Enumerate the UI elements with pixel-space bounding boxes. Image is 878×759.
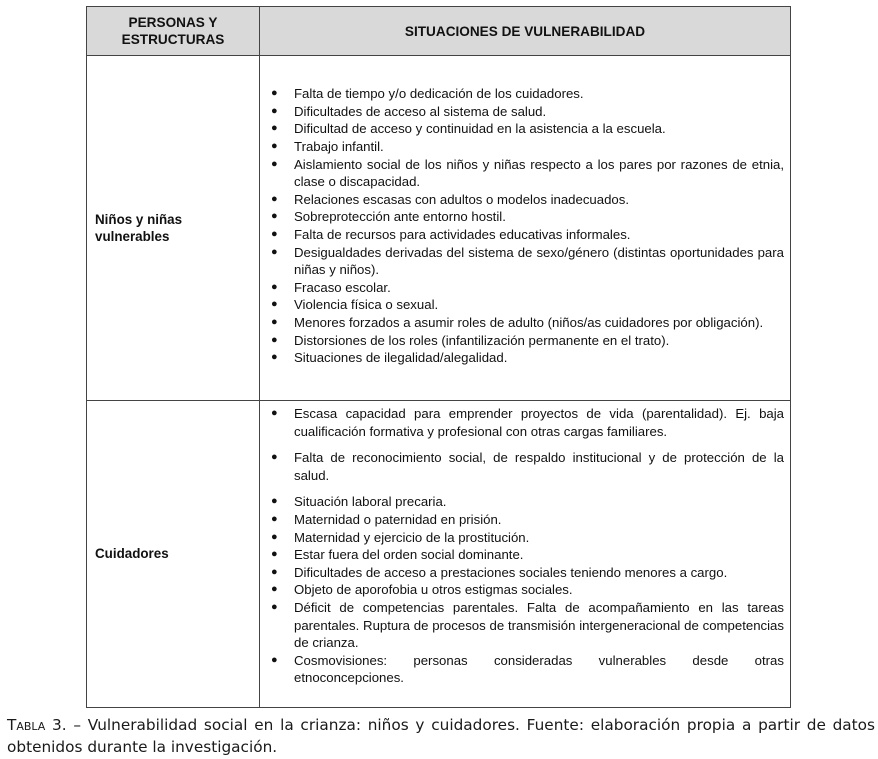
list-item-text: Dificultades de acceso a prestaciones sociales teniendo menores a cargo. [294, 564, 728, 580]
list-item-text: Desigualdades derivadas del sistema de sexo/género (distintas oportunidades para niñas y niños). [294, 244, 784, 278]
list-item-text: Relaciones escasas con adultos o modelos inadecuados. [294, 191, 630, 207]
list-item [268, 493, 784, 511]
table-header-row [87, 7, 791, 56]
list-item [268, 156, 784, 191]
header-situaciones-vulnerabilidad: SITUACIONES DE VULNERABILIDAD [260, 7, 791, 56]
list-item [268, 208, 784, 226]
bullet-dot-icon: ● [271, 245, 278, 258]
list-item-text: Situaciones de ilegalidad/alegalidad. [294, 350, 508, 366]
list-item [268, 103, 784, 121]
bullet-dot-icon: ● [271, 600, 278, 613]
bullet-list-cuidadores [268, 401, 784, 687]
list-item [268, 652, 784, 687]
list-item [268, 581, 784, 599]
list-item [268, 405, 784, 440]
vulnerability-table [86, 6, 791, 708]
list-item-text: Déficit de competencias parentales. Falta de acompañamiento en las tareas parentales. Ruptura de procesos de transmisión intergeneracional de competencias de crianza. [294, 599, 784, 651]
list-item [268, 546, 784, 564]
caption-text: – Vulnerabilidad social en la crianza: niños y cuidadores. Fuente: elaboración propia a partir de datos obtenidos durante la investigación. [7, 716, 875, 756]
bullet-dot-icon: ● [271, 653, 278, 666]
list-item-text: Cosmovisiones: personas consideradas vulnerables desde otras etnoconcepciones. [294, 652, 784, 686]
list-item-text: Fracaso escolar. [294, 279, 391, 295]
row-label-cuidadores: Cuidadores [87, 401, 260, 708]
list-item-text: Falta de reconocimiento social, de respaldo institucional y de protección de la salud. [294, 450, 784, 483]
row-label-ninos: Niños y niñas vulnerables [87, 56, 260, 401]
table-caption [7, 714, 875, 758]
list-item-text: Objeto de aporofobia u otros estigmas sociales. [294, 582, 573, 598]
list-item [268, 332, 784, 350]
list-item-text: Violencia física o sexual. [294, 297, 439, 313]
row-items-cuidadores [260, 401, 791, 708]
bullet-dot-icon: ● [271, 298, 278, 311]
list-item [268, 138, 784, 156]
bullet-dot-icon: ● [271, 87, 278, 100]
list-item [268, 511, 784, 529]
bullet-dot-icon: ● [271, 140, 278, 153]
list-item [268, 120, 784, 138]
list-item [268, 349, 784, 367]
caption-label: Tabla 3. [7, 716, 67, 734]
bullet-dot-icon: ● [271, 192, 278, 205]
list-item-text: Distorsiones de los roles (infantilización permanente en el trato). [294, 332, 670, 348]
bullet-dot-icon: ● [271, 104, 278, 117]
bullet-dot-icon: ● [271, 280, 278, 293]
row-items-ninos [260, 56, 791, 401]
table-row-ninos [87, 56, 791, 401]
table-row-cuidadores [87, 401, 791, 708]
list-item [268, 244, 784, 279]
bullet-list-ninos [268, 75, 784, 381]
list-item-text: Menores forzados a asumir roles de adulto (niños/as cuidadores por obligación). [294, 314, 764, 330]
bullet-dot-icon: ● [271, 495, 278, 508]
bullet-dot-icon: ● [271, 333, 278, 346]
list-item-text: Dificultades de acceso al sistema de salud. [294, 103, 547, 119]
list-item-text: Falta de tiempo y/o dedicación de los cuidadores. [294, 86, 584, 102]
bullet-dot-icon: ● [271, 583, 278, 596]
header-personas-estructuras: PERSONAS Y ESTRUCTURAS [87, 7, 260, 56]
list-item-text: Trabajo infantil. [294, 139, 384, 155]
list-item [268, 529, 784, 547]
list-item-text: Aislamiento social de los niños y niñas respecto a los pares por razones de etnia, clase o discapacidad. [294, 156, 784, 190]
list-item [268, 296, 784, 314]
list-item [268, 314, 784, 332]
list-item-text: Falta de recursos para actividades educativas informales. [294, 227, 631, 242]
bullet-dot-icon: ● [271, 315, 278, 328]
list-item-text: Maternidad y ejercicio de la prostitución. [294, 529, 530, 545]
bullet-dot-icon: ● [271, 530, 278, 543]
bullet-dot-icon: ● [271, 565, 278, 578]
bullet-dot-icon: ● [271, 157, 278, 170]
vulnerability-table-container [86, 6, 790, 708]
list-item-text: Maternidad o paternidad en prisión. [294, 511, 502, 527]
bullet-dot-icon: ● [271, 451, 278, 464]
bullet-dot-icon: ● [271, 228, 278, 240]
list-item-text: Escasa capacidad para emprender proyectos de vida (parentalidad). Ej. baja cualificación formativa y profesional con otras cargas familiares. [294, 406, 784, 439]
list-item-text: Sobreprotección ante entorno hostil. [294, 209, 506, 225]
list-item [268, 279, 784, 297]
bullet-dot-icon: ● [271, 351, 278, 364]
list-item [268, 449, 784, 484]
list-item [268, 85, 784, 103]
list-item-text: Dificultad de acceso y continuidad en la asistencia a la escuela. [294, 121, 666, 137]
bullet-dot-icon: ● [271, 122, 278, 135]
list-item-text: Estar fuera del orden social dominante. [294, 547, 524, 563]
bullet-dot-icon: ● [271, 512, 278, 525]
bullet-dot-icon: ● [271, 210, 278, 223]
list-item-text: Situación laboral precaria. [294, 494, 447, 510]
bullet-dot-icon: ● [271, 548, 278, 561]
list-item [268, 599, 784, 652]
list-item [268, 191, 784, 209]
list-item [268, 564, 784, 582]
bullet-dot-icon: ● [271, 407, 278, 419]
list-item [268, 226, 784, 244]
